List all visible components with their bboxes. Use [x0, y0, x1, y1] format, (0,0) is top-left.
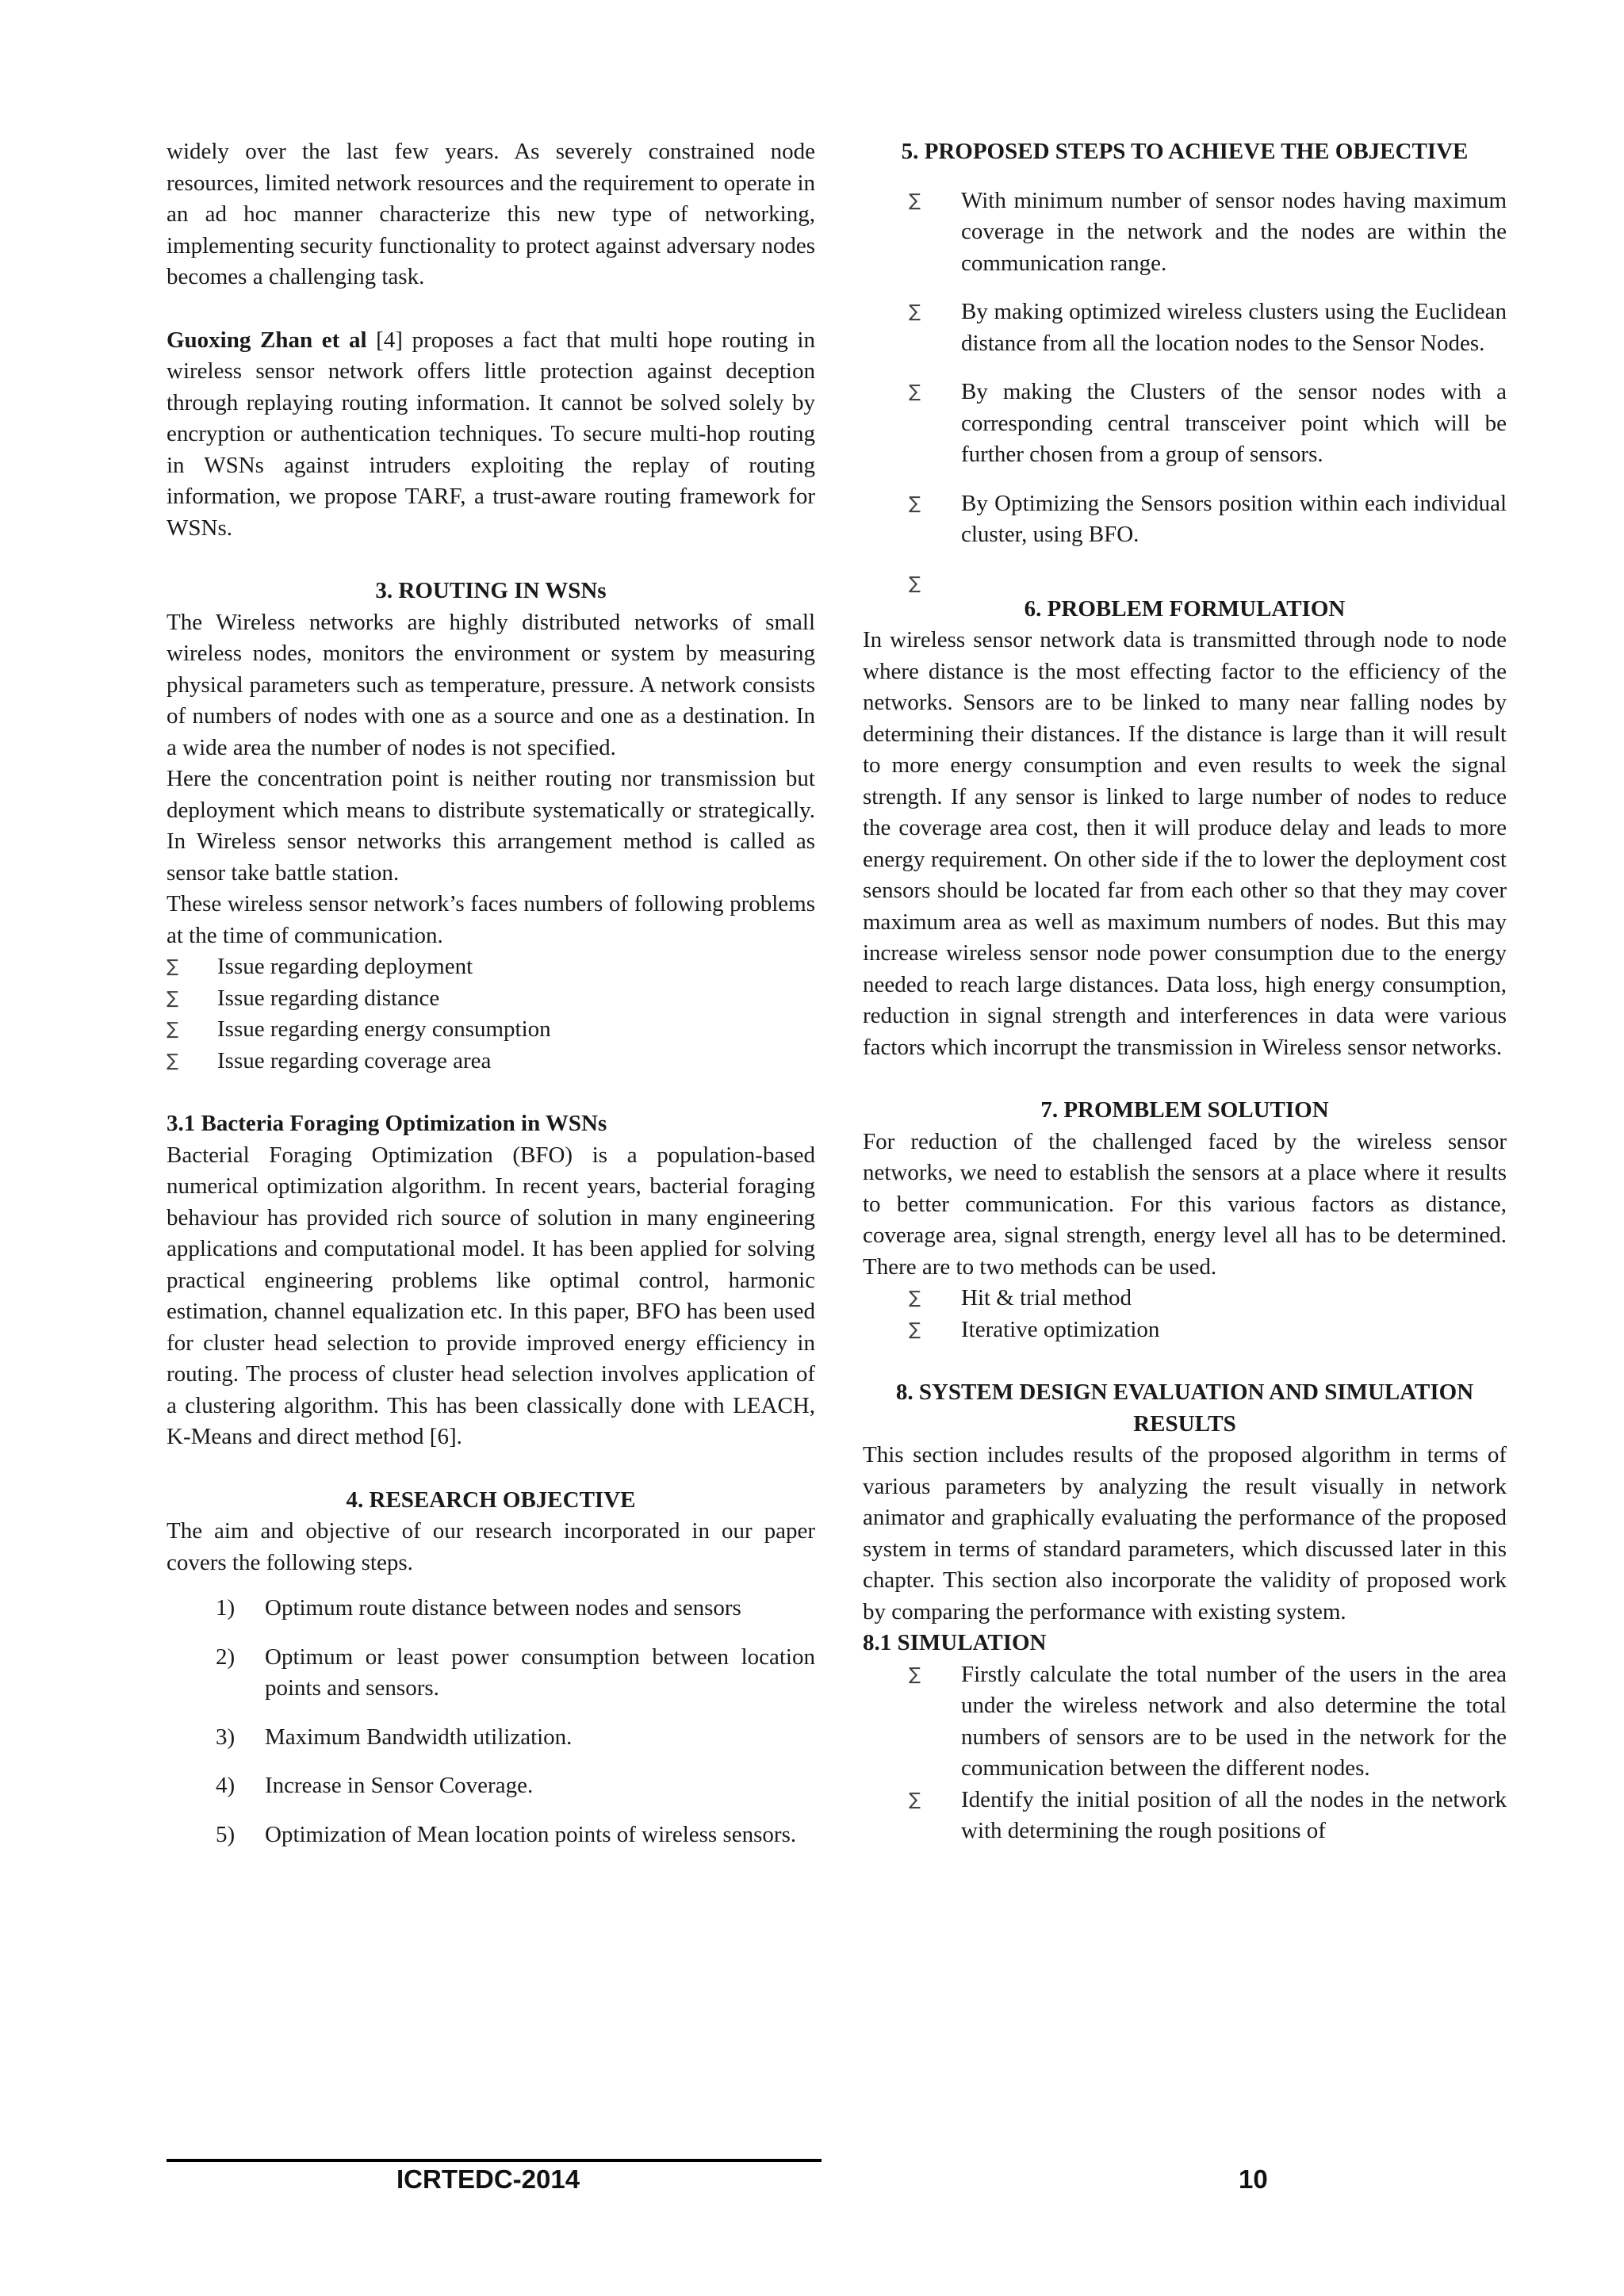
list-item: 4) Increase in Sensor Coverage.	[167, 1770, 815, 1802]
list-item	[863, 568, 1507, 594]
section-4-paragraph: The aim and objective of our research incorporated in our paper covers the following steps.	[167, 1518, 815, 1575]
section-7-heading: 7. PROMBLEM SOLUTION	[1040, 1097, 1329, 1123]
bullet-icon: ∑	[909, 190, 921, 211]
section-8-heading: 8. SYSTEM DESIGN EVALUATION AND SIMULATION RESULTS	[895, 1380, 1474, 1437]
list-item: ∑ Hit & trial method	[863, 1283, 1507, 1314]
list-item: 3) Maximum Bandwidth utilization.	[167, 1722, 815, 1754]
section-6-heading: 6. PROBLEM FORMULATION	[1024, 595, 1346, 622]
right-column	[863, 136, 1507, 1847]
section-7-paragraph: For reduction of the challenged faced by the wireless sensor networks, we need to establish the sensors at a place where it results to better communication. For this various factors as distance, coverage area, signal strength, energy level all has to be determined. There are to two methods can be used.	[863, 1128, 1507, 1280]
bullet-icon: ∑	[909, 1789, 921, 1810]
bullet-icon: ∑	[909, 573, 921, 594]
list-item: ∑ Firstly calculate the total number of the users in the area under the wireless network and also determine the total numbers of sensors are to be used in the network for the communication between the different nodes.	[863, 1659, 1507, 1785]
section-3-paragraph-1: The Wireless networks are highly distributed networks of small wireless nodes, monitors the environment or system by measuring physical parameters such as temperature, pressure. A network consists of numbers of nodes with one as a source and one as a destination. In a wide area the number of nodes is not specified.	[167, 609, 815, 760]
bullet-icon: ∑	[909, 1319, 921, 1340]
section-7-methods-list	[863, 1283, 1507, 1345]
intro-paragraph: widely over the last few years. As severely constrained node resources, limited network resources and the requirement to operate in an ad hoc manner characterize this new type of networking, implementing security functionality to protect against adversary nodes becomes a challenging task.	[167, 139, 815, 289]
section-3-paragraph-2: Here the concentration point is neither routing nor transmission but deployment which means to distribute systematically or strategically. In Wireless sensor networks this arrangement method is called as sensor take battle station.	[167, 766, 815, 886]
guoxing-paragraph	[167, 325, 815, 545]
list-item: ∑ Iterative optimization	[863, 1314, 1507, 1346]
section-3-1-heading: 3.1 Bacteria Foraging Optimization in WSNs	[167, 1111, 607, 1136]
list-item: 1) Optimum route distance between nodes and sensors	[167, 1593, 815, 1624]
section-3-heading: 3. ROUTING IN WSNs	[375, 578, 607, 603]
list-item: ∑ By making the Clusters of the sensor nodes with a corresponding central transceiver point which will be further chosen from a group of sensors.	[863, 377, 1507, 471]
list-item: ∑ Issue regarding coverage area	[167, 1046, 815, 1077]
bullet-icon: ∑	[167, 1050, 178, 1071]
section-4-heading: 4. RESEARCH OBJECTIVE	[346, 1487, 636, 1513]
list-item: ∑ By making optimized wireless clusters using the Euclidean distance from all the location nodes to the Sensor Nodes.	[863, 297, 1507, 359]
item-number: 3)	[216, 1724, 236, 1750]
section-3-1-paragraph: Bacterial Foraging Optimization (BFO) is a population-based numerical optimization algorithm. In recent years, bacterial foraging behaviour has provided rich source of solution in many engineering applications and computational model. It has been applied for solving practical engineering problems like optimal control, harmonic estimation, channel equalization etc. In this paper, BFO has been used for cluster head selection to provide improved energy efficiency in routing. The process of cluster head selection involves application of a clustering algorithm. This has been classically done with LEACH, K-Means and direct method [6].	[167, 1142, 815, 1449]
footer-divider	[167, 2159, 822, 2162]
bullet-icon: ∑	[909, 382, 921, 402]
list-item: 2) Optimum or least power consumption between location points and sensors.	[167, 1642, 815, 1705]
section-5-heading: 5. PROPOSED STEPS TO ACHIEVE THE OBJECTIVE	[901, 139, 1469, 164]
item-number: 1)	[216, 1595, 236, 1621]
section-8-1-simulation-list	[863, 1659, 1507, 1847]
bullet-icon: ∑	[909, 302, 921, 322]
list-item: ∑ By Optimizing the Sensors position within each individual cluster, using BFO.	[863, 488, 1507, 551]
bullet-icon: ∑	[167, 988, 178, 1008]
item-number: 5)	[216, 1821, 236, 1847]
item-number: 2)	[216, 1644, 236, 1670]
footer-conference-name: ICRTEDC-2014	[396, 2164, 580, 2194]
section-8-paragraph: This section includes results of the proposed algorithm in terms of various parameters by analyzing the result visually in network animator and graphically evaluating the performance of the proposed system in terms of standard parameters, which discussed later in this chapter. This section also incorporate the validity of proposed work by comparing the performance with existing system.	[863, 1442, 1507, 1624]
bullet-icon: ∑	[167, 1020, 178, 1039]
section-8-1-heading: 8.1 SIMULATION	[863, 1630, 1047, 1655]
section-3-paragraph-3: These wireless sensor network’s faces numbers of following problems at the time of communication.	[167, 891, 815, 948]
section-6-paragraph: In wireless sensor network data is transmitted through node to node where distance is the most effecting factor to the efficiency of the networks. Sensors are to be linked to many near falling nodes by determining their distances. If the distance is large than it will result to more energy consumption and even results to week the signal strength. If any sensor is linked to large number of nodes to reduce the coverage area cost, then it will produce delay and leads to more energy requirement. On other side if the to lower the deployment cost sensors should be located far from each other so that they may cover maximum area as well as maximum numbers of nodes. But this may increase wireless sensor node power consumption due to the energy needed to reach large distances. Data loss, high energy consumption, reduction in signal strength and interferences in data were various factors which incorrupt the transmission in Wireless sensor networks.	[863, 627, 1507, 1060]
list-item: ∑ Issue regarding deployment	[167, 951, 815, 983]
section-5-steps-list	[863, 186, 1507, 594]
list-item: 5) Optimization of Mean location points of wireless sensors.	[167, 1820, 815, 1851]
bullet-icon: ∑	[909, 1288, 921, 1308]
left-column	[167, 136, 815, 1868]
section-3-problem-list	[167, 951, 815, 1077]
list-item: ∑ With minimum number of sensor nodes having maximum coverage in the network and the nodes are within the communication range.	[863, 186, 1507, 280]
list-item: ∑ Issue regarding energy consumption	[167, 1014, 815, 1046]
guoxing-author: Guoxing Zhan et al	[167, 327, 367, 353]
bullet-icon: ∑	[909, 1664, 921, 1685]
bullet-icon: ∑	[167, 957, 178, 977]
objective-list	[167, 1593, 815, 1850]
list-item: ∑ Issue regarding distance	[167, 983, 815, 1015]
list-item: ∑ Identify the initial position of all the nodes in the network with determining the rough positions of	[863, 1785, 1507, 1847]
bullet-icon: ∑	[909, 493, 921, 514]
item-number: 4)	[216, 1773, 236, 1798]
footer-page-number: 10	[1239, 2164, 1268, 2194]
guoxing-text: [4] proposes a fact that multi hope routing in wireless sensor network offers little protection against deception through replaying routing information. It cannot be solved solely by encryption or authentication techniques. To secure multi-hop routing in WSNs against intruders exploiting the replay of routing information, we propose TARF, a trust-aware routing framework for WSNs.	[167, 327, 815, 541]
